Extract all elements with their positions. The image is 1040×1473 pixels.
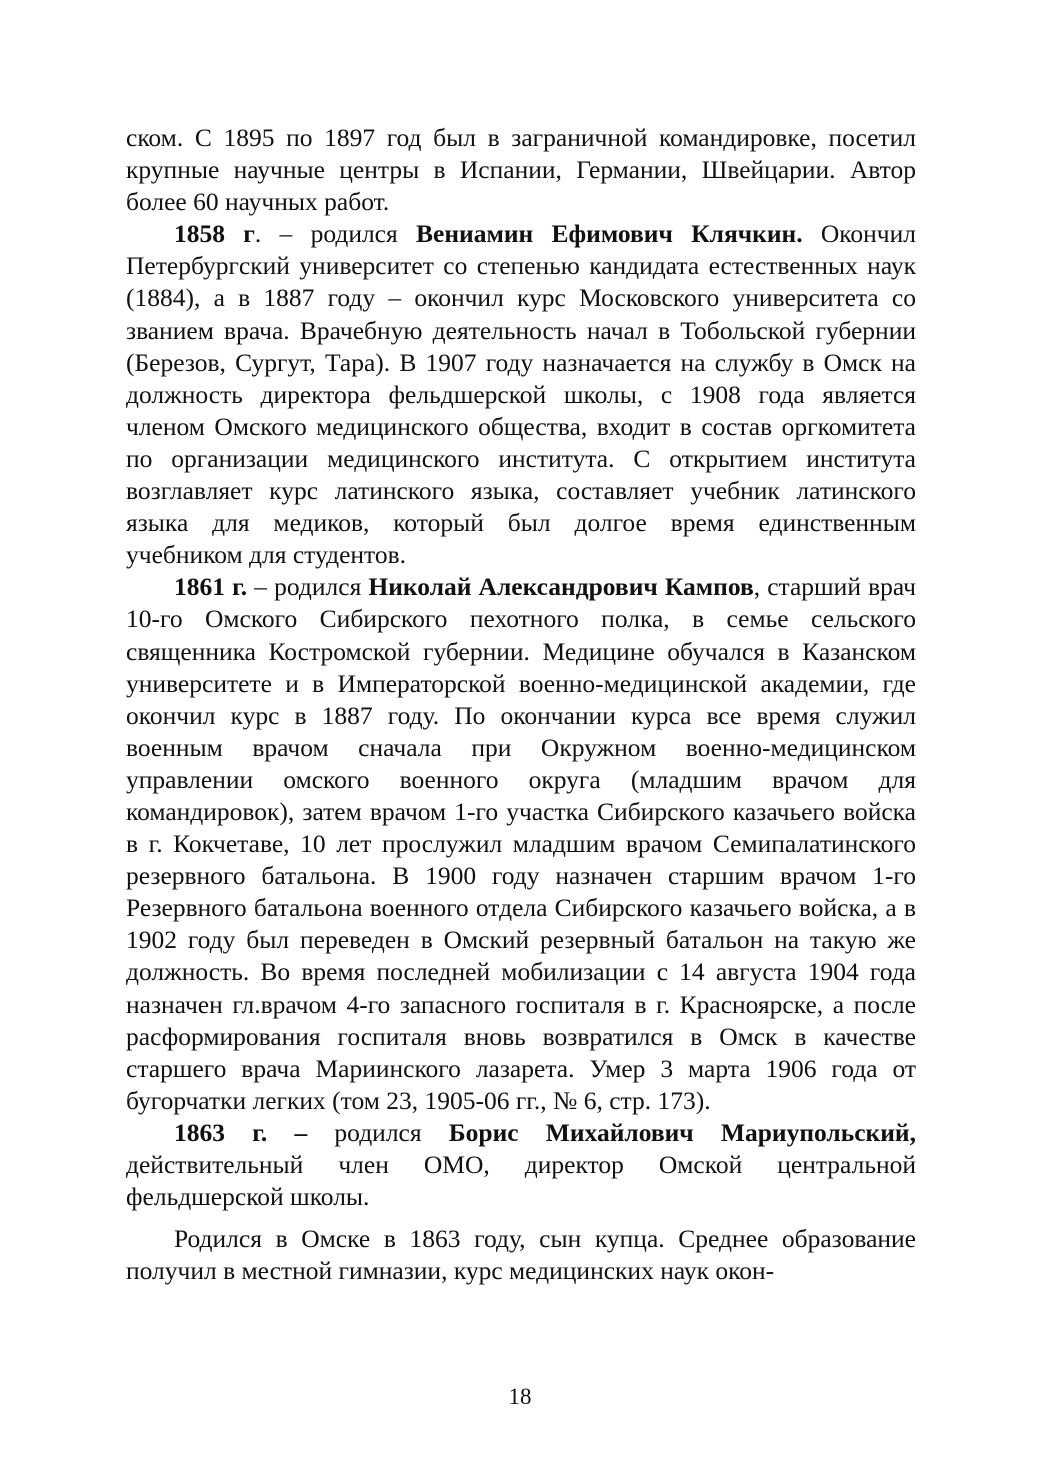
entry-klyachkin bbox=[126, 218, 916, 571]
entry-year: 1858 г bbox=[174, 219, 255, 249]
entry-person-name: Николай Александрович Кампов bbox=[368, 572, 754, 602]
entry-body: , старший врач 10-го Омского Сибирского пехотного полка, в семье сельского священника Костромской губернии. Медицине обучался в Казанском университете и в Императорской военно-медицинской академии, где окончил курс в 1887 году. По окончании курса все время служил военным врачом сначала при Окружном военно-медицинском управлении омского военного округа (младшим врачом для командировок), затем врачом 1-го участка Сибирского казачьего войска в г. Кокчетаве, 10 лет прослужил младшим врачом Семипалатинского резервного батальона. В 1900 году назначен старшим врачом 1-го Резервного батальона военного отдела Сибирского казачьего войска, а в 1902 году был переведен в Омский резервный батальон на такую же должность. Во время последней мобилизации с 14 августа 1904 года назначен гл.врачом 4-го запасного госпиталя в г. Красноярске, а после расформирования госпиталя вновь возвратился в Омск в качестве старшего врача Мариинского лазарета. Умер 3 марта 1906 года от бугорчатки легких (том 23, 1905-06 гг., № 6, стр. 173). bbox=[126, 572, 916, 1115]
paragraph-continuation: ском. С 1895 по 1897 год был в заграничной командировке, посетил крупные научные центры в Испании, Германии, Швейцарии. Автор более 60 научных работ. bbox=[126, 123, 916, 217]
page-number: 18 bbox=[508, 1384, 532, 1409]
entry-prefix: – родился bbox=[247, 572, 369, 602]
entry-person-name: Борис Михайлович Мариупольский, bbox=[448, 1117, 916, 1147]
entry-prefix: . – родился bbox=[254, 219, 417, 249]
entry-year: 1863 г. – bbox=[174, 1117, 308, 1147]
entry-year: 1861 г. bbox=[174, 572, 248, 602]
entry-kampov bbox=[126, 571, 916, 1117]
paragraph-biography: Родился в Омске в 1863 году, сын купца. Среднее образование получил в местной гимназии, курс медицинских наук окон- bbox=[126, 1224, 916, 1286]
entry-mariupolsky bbox=[126, 1117, 916, 1213]
entry-person-name: Вениамин Ефимович Клячкин. bbox=[416, 219, 803, 249]
entry-body: действительный член ОМО, директор Омской центральной фельдшерской школы. bbox=[126, 1150, 916, 1212]
entry-body: Окончил Петербургский университет со степенью кандидата естественных наук (1884), а в 1887 году – окончил курс Московского университета со званием врача. Врачебную деятельность начал в Тобольской губернии (Березов, Сургут, Тара). В 1907 году назначается на службу в Омск на должность директора фельдшерской школы, с 1908 года является членом Омского медицинского общества, входит в состав оргкомитета по организации медицинского института. С открытием института возглавляет курс латинского языка, составляет учебник латинского языка для медиков, который был долгое время единственным учебником для студентов. bbox=[126, 219, 916, 570]
entry-prefix: родился bbox=[307, 1117, 449, 1147]
page-text bbox=[126, 122, 916, 1287]
